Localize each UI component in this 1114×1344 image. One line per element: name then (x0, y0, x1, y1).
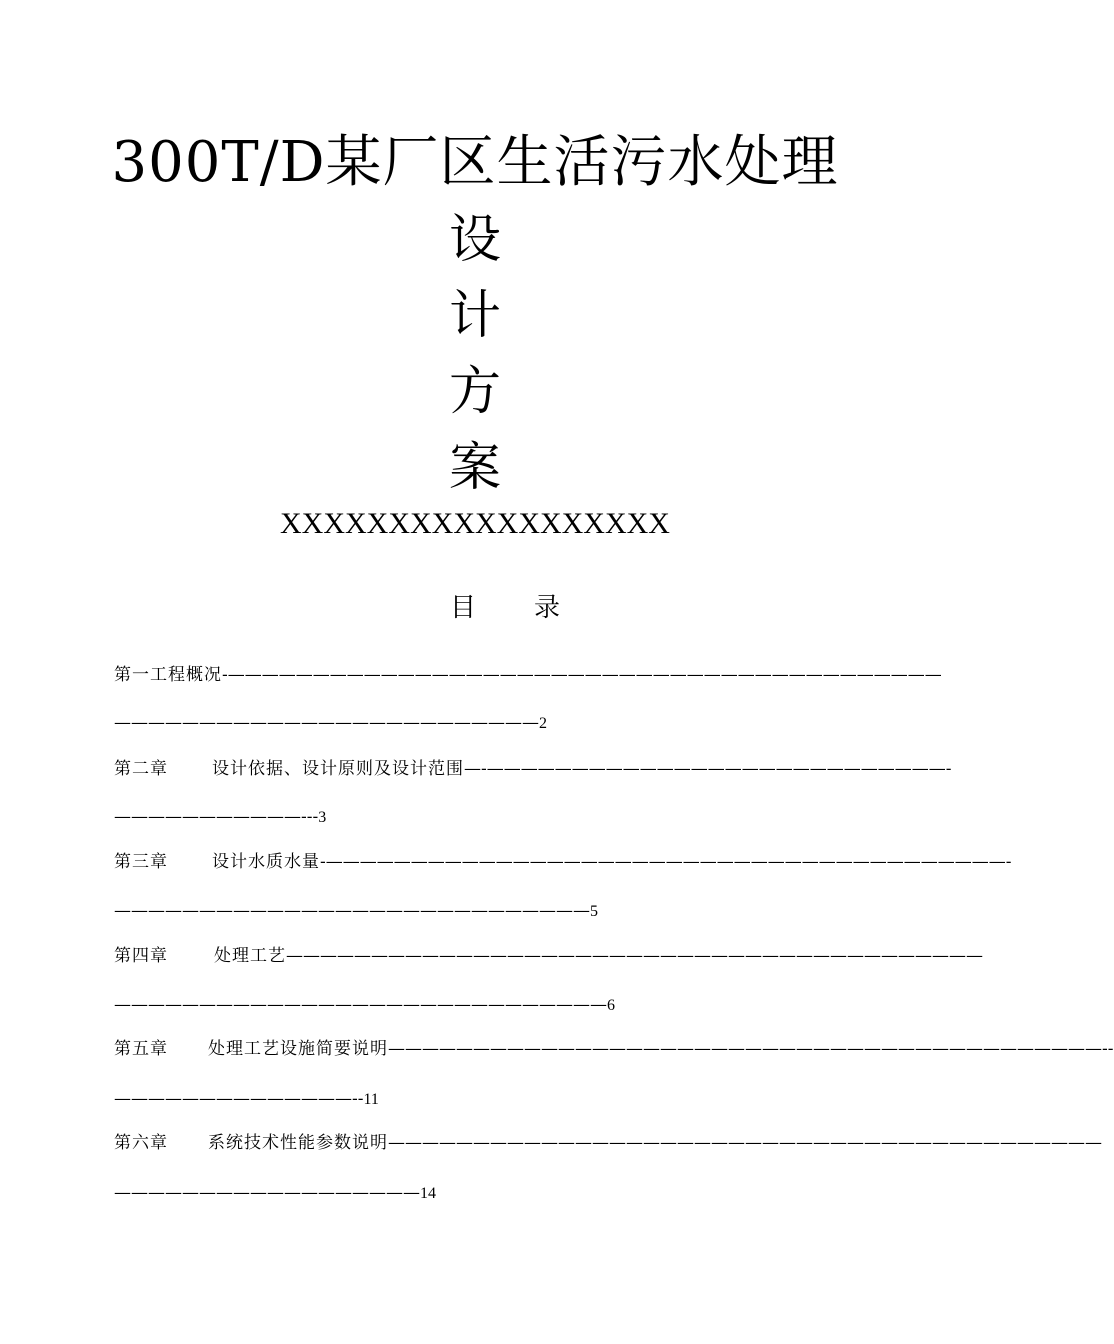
toc-entry-chapter: 第六章 (114, 1133, 168, 1153)
toc-entry-leader: ———————————--- (114, 807, 319, 827)
toc-entry-chapter: 第三章 (114, 852, 168, 872)
toc-heading-left: 目 (449, 593, 476, 623)
title-char-4: 案 (448, 438, 501, 498)
toc-heading-right: 录 (534, 593, 561, 623)
toc-entry-page: 3 (318, 809, 327, 826)
toc-entry-chapter: 第一工程概况 (114, 665, 222, 685)
toc-entry-leader: ————————————————————————— (114, 713, 539, 733)
toc-entry-leader: —————————————————— (114, 1183, 420, 1203)
toc-entry-title: 系统技术性能参数说明 (208, 1133, 388, 1153)
toc-entry-2[interactable] (114, 758, 952, 780)
company-name: XXXXXXXXXXXXXXXXXX (280, 507, 670, 540)
toc-entry-2-page-line (114, 806, 326, 829)
toc-entry-title: 设计水质水量 (212, 852, 320, 872)
toc-entry-leader: -—————————————————————————————————————————— (222, 665, 942, 685)
document-title: 300T/D某厂区生活污水处理 (111, 130, 839, 195)
toc-entry-5[interactable] (114, 1038, 1114, 1060)
toc-entry-1-page-line (114, 712, 547, 735)
toc-entry-leader: —————————————————————————————————————————— (388, 1133, 1102, 1153)
title-char-2: 计 (448, 286, 501, 346)
toc-entry-title: 设计依据、设计原则及设计范围 (212, 759, 464, 779)
toc-entry-page: 14 (420, 1185, 436, 1202)
toc-heading (0, 592, 1010, 624)
toc-entry-page: 2 (539, 715, 547, 732)
toc-entry-leader: ————————————————————————————— (114, 995, 607, 1015)
toc-entry-chapter: 第四章 (114, 946, 168, 966)
toc-entry-3[interactable] (114, 851, 1012, 873)
toc-entry-leader: —-———————————————————————————- (464, 759, 952, 779)
toc-entry-4[interactable] (114, 945, 983, 967)
toc-entry-1[interactable] (114, 664, 942, 686)
toc-entry-leader: ——————————————-- (114, 1089, 364, 1109)
toc-entry-6[interactable] (114, 1132, 1102, 1154)
toc-entry-6-page-line (114, 1182, 436, 1205)
toc-entry-page: 11 (363, 1091, 379, 1108)
toc-entry-page: 5 (590, 903, 598, 920)
toc-entry-title: 处理工艺设施简要说明 (208, 1039, 388, 1059)
toc-entry-leader: ———————————————————————————— (114, 901, 590, 921)
toc-entry-chapter: 第五章 (114, 1039, 168, 1059)
title-char-3: 方 (448, 362, 501, 422)
toc-entry-3-page-line (114, 900, 598, 923)
toc-entry-chapter: 第二章 (114, 759, 168, 779)
title-char-1: 设 (448, 210, 501, 270)
toc-entry-4-page-line (114, 994, 615, 1017)
toc-entry-title: 处理工艺 (214, 946, 286, 966)
toc-entry-5-page-line (114, 1088, 379, 1111)
toc-entry-page: 6 (607, 997, 615, 1014)
toc-entry-leader: ————————————————————————————————————————— (286, 946, 983, 966)
toc-entry-leader: -————————————————————————————————————————- (320, 852, 1012, 872)
toc-entry-leader: ——————————————————————————————————————————-- (388, 1039, 1114, 1059)
